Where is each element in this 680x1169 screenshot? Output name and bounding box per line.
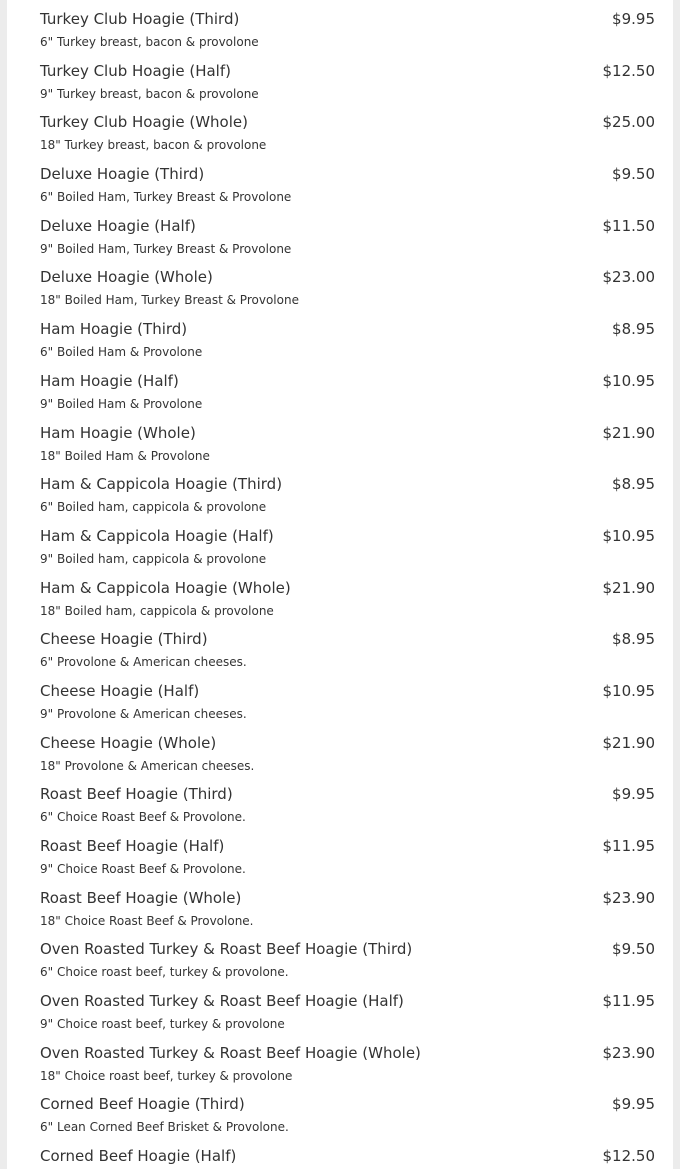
menu-item[interactable] (40, 834, 655, 886)
item-price: $21.90 (602, 733, 655, 752)
item-description: 6" Provolone & American cheeses. (40, 655, 247, 670)
item-name: Cheese Hoagie (Whole) (40, 733, 217, 752)
menu-item[interactable] (40, 214, 655, 266)
item-name: Ham & Cappicola Hoagie (Whole) (40, 578, 291, 597)
item-description: 6" Boiled Ham, Turkey Breast & Provolone (40, 190, 292, 205)
item-price: $23.00 (602, 268, 655, 287)
item-name: Deluxe Hoagie (Third) (40, 165, 205, 184)
menu-item[interactable] (40, 7, 655, 59)
item-price: $25.00 (602, 113, 655, 132)
item-description: 9" Provolone & American cheeses. (40, 706, 247, 721)
item-description: 9" Boiled Ham, Turkey Breast & Provolone (40, 241, 292, 256)
item-price: $8.95 (612, 475, 655, 494)
menu-item[interactable] (40, 679, 655, 731)
menu-item[interactable] (40, 524, 655, 576)
item-name: Corned Beef Hoagie (Third) (40, 1095, 245, 1114)
item-name: Deluxe Hoagie (Half) (40, 216, 196, 235)
item-description: 9" Choice Roast Beef & Provolone. (40, 862, 246, 876)
menu-item[interactable] (40, 1041, 655, 1093)
item-description: 6" Boiled Ham & Provolone (40, 345, 203, 360)
menu-item[interactable] (40, 627, 655, 679)
item-description: 6" Turkey breast, bacon & provolone (40, 35, 259, 49)
menu-item[interactable] (40, 59, 655, 111)
item-price: $10.95 (602, 371, 655, 390)
menu-list (40, 7, 655, 1169)
menu-item[interactable] (40, 1092, 655, 1144)
item-price: $21.90 (602, 423, 655, 442)
item-price: $8.95 (612, 320, 655, 339)
item-description: 9" Boiled ham, cappicola & provolone (40, 551, 267, 566)
menu-item[interactable] (40, 886, 655, 938)
menu-item[interactable] (40, 110, 655, 162)
item-price: $9.95 (612, 1095, 655, 1114)
item-description: 9" Choice roast beef, turkey & provolone (40, 1017, 285, 1032)
item-price: $8.95 (612, 630, 655, 649)
item-price: $10.95 (602, 681, 655, 700)
item-name: Ham & Cappicola Hoagie (Half) (40, 526, 274, 545)
item-price: $12.50 (602, 61, 655, 80)
menu-item[interactable] (40, 937, 655, 989)
item-name: Ham Hoagie (Third) (40, 320, 188, 339)
item-description: 9" Boiled Ham & Provolone (40, 396, 203, 411)
item-name: Ham Hoagie (Half) (40, 371, 179, 390)
menu-item[interactable] (40, 421, 655, 473)
item-name: Roast Beef Hoagie (Whole) (40, 888, 242, 907)
item-price: $21.90 (602, 578, 655, 597)
item-description: 18" Choice Roast Beef & Provolone. (40, 913, 254, 928)
item-price: $11.50 (602, 216, 655, 235)
menu-item[interactable] (40, 162, 655, 214)
item-price: $9.50 (612, 165, 655, 184)
item-price: $9.95 (612, 10, 655, 28)
item-name: Oven Roasted Turkey & Roast Beef Hoagie (Third) (40, 940, 413, 959)
item-name: Cheese Hoagie (Third) (40, 630, 208, 649)
item-description: 18" Boiled Ham, Turkey Breast & Provolone (40, 293, 299, 308)
item-description: 6" Choice roast beef, turkey & provolone. (40, 965, 289, 980)
menu-item[interactable] (40, 472, 655, 524)
item-price: $23.90 (602, 888, 655, 907)
item-description: 18" Turkey breast, bacon & provolone (40, 138, 267, 153)
item-price: $11.95 (602, 837, 655, 855)
item-price: $11.95 (602, 992, 655, 1011)
item-name: Corned Beef Hoagie (Half) (40, 1147, 237, 1166)
item-name: Turkey Club Hoagie (Half) (40, 61, 231, 80)
menu-item[interactable] (40, 1144, 655, 1169)
item-description: 18" Boiled Ham & Provolone (40, 448, 210, 463)
item-description: 18" Choice roast beef, turkey & provolone (40, 1068, 293, 1083)
menu-item[interactable] (40, 576, 655, 628)
item-name: Turkey Club Hoagie (Whole) (40, 113, 248, 132)
menu-item[interactable] (40, 317, 655, 369)
menu-item[interactable] (40, 731, 655, 783)
item-description: 18" Provolone & American cheeses. (40, 758, 255, 773)
menu-panel (7, 0, 673, 1169)
item-name: Cheese Hoagie (Half) (40, 681, 200, 700)
item-name: Oven Roasted Turkey & Roast Beef Hoagie (Half) (40, 992, 404, 1011)
item-description: 18" Boiled ham, cappicola & provolone (40, 603, 274, 618)
item-description: 9" Turkey breast, bacon & provolone (40, 86, 259, 101)
item-name: Roast Beef Hoagie (Third) (40, 785, 233, 804)
item-price: $23.90 (602, 1043, 655, 1062)
item-name: Ham & Cappicola Hoagie (Third) (40, 475, 283, 494)
menu-item[interactable] (40, 989, 655, 1041)
item-description: 6" Boiled ham, cappicola & provolone (40, 500, 267, 515)
item-price: $9.50 (612, 940, 655, 959)
item-name: Ham Hoagie (Whole) (40, 423, 196, 442)
menu-item[interactable] (40, 369, 655, 421)
item-name: Roast Beef Hoagie (Half) (40, 837, 225, 855)
item-description: 6" Choice Roast Beef & Provolone. (40, 810, 246, 825)
item-name: Deluxe Hoagie (Whole) (40, 268, 213, 287)
menu-item[interactable] (40, 782, 655, 834)
item-price: $10.95 (602, 526, 655, 545)
item-name: Turkey Club Hoagie (Third) (40, 10, 240, 28)
item-description: 6" Lean Corned Beef Brisket & Provolone. (40, 1120, 289, 1135)
item-name: Oven Roasted Turkey & Roast Beef Hoagie (Whole) (40, 1043, 421, 1062)
item-price: $9.95 (612, 785, 655, 804)
menu-item[interactable] (40, 265, 655, 317)
item-price: $12.50 (602, 1147, 655, 1166)
